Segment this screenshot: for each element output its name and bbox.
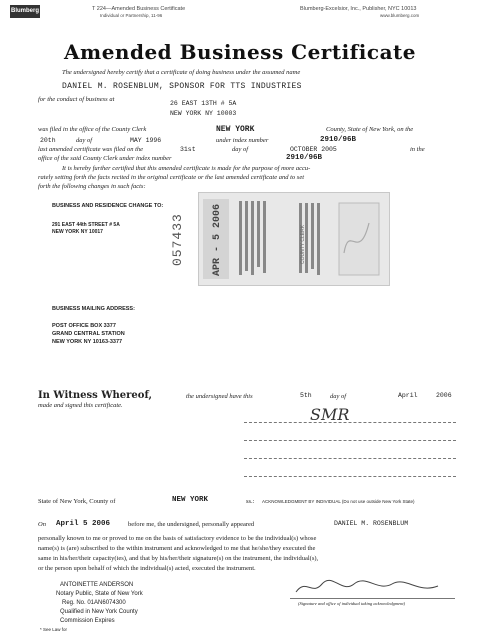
mailing-line-3: NEW YORK NY 10163-3377 <box>52 339 123 345</box>
filed-index-label: under index number <box>216 137 269 144</box>
amend-day-label: day of <box>232 146 249 153</box>
witness-made: made and signed this certificate. <box>38 402 123 409</box>
publisher: Blumberg-Excelsior, Inc., Publisher, NYC 10013 <box>300 6 417 12</box>
notary-line-3: Reg. No. 01AN6074300 <box>62 600 126 606</box>
in-the: in the <box>410 146 425 153</box>
address-line-2: NEW YORK NY 10003 <box>170 110 237 117</box>
signature-line-4 <box>244 476 456 477</box>
blumberg-logo: Blumberg <box>10 5 40 18</box>
notary-line-2: Notary Public, State of New York <box>56 591 143 597</box>
ack-ss: ss.: <box>246 498 255 505</box>
intro-text: The undersigned hereby certify that a certificate of doing business under the assumed name <box>62 69 301 76</box>
signature-line-2 <box>244 440 456 441</box>
notary-line-4: Qualified in New York County <box>60 609 138 615</box>
page-title: Amended Business Certificate <box>64 40 416 64</box>
filed-month-year: MAY 1996 <box>130 137 162 144</box>
ack-title: ACKNOWLEDGMENT BY INDIVIDUAL (Do not use outside New York State) <box>262 499 415 504</box>
ack-body-2: name(s) is (are) subscribed to the within instrument and acknowledged to me that he/she/they executed the <box>38 545 316 552</box>
signature: SMR <box>310 405 350 424</box>
notary-name: ANTOINETTE ANDERSON <box>60 582 134 588</box>
ack-before: before me, the undersigned, personally appeared <box>128 521 255 528</box>
mailing-line-1: POST OFFICE BOX 3377 <box>52 323 116 329</box>
address-line-1: 26 EAST 13TH # 5A <box>170 100 237 107</box>
stamp-date-wrap <box>212 196 232 276</box>
amend-date: OCTOBER 2005 <box>290 146 337 153</box>
witness-day-of: day of <box>330 393 347 400</box>
stamp-number: 057433 <box>170 213 185 266</box>
mailing-line-2: GRAND CENTRAL STATION <box>52 331 125 337</box>
notary-footnote: * See Law for <box>40 627 68 632</box>
stamp-text-wrap <box>300 200 312 270</box>
filed-county: NEW YORK <box>216 125 255 134</box>
ack-body-3: same in his/her/their capacity(ies), and that by his/her/their signature(s) on the instrument, the individual(s), <box>38 555 319 562</box>
mailing-heading: BUSINESS MAILING ADDRESS: <box>52 306 135 312</box>
further-text-2: rately setting forth the facts recited in the original certificate or the last amended certificate and to set <box>38 174 305 181</box>
signature-line-3 <box>244 458 456 459</box>
website: www.blumberg.com <box>380 13 420 18</box>
witness-label: In Witness Whereof, <box>38 390 153 401</box>
amend-day: 31st <box>180 146 196 153</box>
stamp-text: COUNTY CLERK <box>300 224 306 264</box>
filed-index: 2910/96B <box>320 136 357 144</box>
office-label: office of the said County Clerk under index number <box>38 155 172 162</box>
ack-person: DANIEL M. ROSENBLUM <box>334 520 409 527</box>
stamp-signature-box <box>339 203 379 275</box>
change-line-1: 291 EAST 44th STREET # 5A <box>52 222 120 228</box>
filed-day: 20th <box>40 137 56 144</box>
further-text-1: It is hereby further certified that this amended certificate is made for the purpose of more accu- <box>62 165 311 172</box>
ack-county: NEW YORK <box>172 496 209 504</box>
witness-year: 2006 <box>436 392 452 399</box>
stamp-date: APR - 5 2006 <box>212 203 223 276</box>
form-number: T 224—Amended Business Certificate <box>92 6 186 12</box>
witness-day: 5th <box>300 392 312 399</box>
filed-text-2: County, State of New York, on the <box>326 126 414 133</box>
notary-line-5: Commission Expires <box>60 618 115 624</box>
filed-text: was filed in the office of the County Clerk <box>38 126 147 133</box>
notary-signature <box>292 576 442 598</box>
stamp-number-wrap <box>168 188 192 268</box>
filed-day-label: day of <box>76 137 93 144</box>
ack-on-label: On <box>38 521 46 528</box>
ack-state-label: State of New York, County of <box>38 498 116 505</box>
witness-text: the undersigned have this <box>186 393 253 400</box>
ack-date: April 5 2006 <box>56 520 111 528</box>
ack-body-1: personally known to me or proved to me on the basis of satisfactory evidence to be the individual(s) whose <box>38 535 317 542</box>
ack-body-4: or the person upon behalf of which the individual(s) acted, executed the instrument. <box>38 565 256 572</box>
witness-month: April <box>398 392 418 399</box>
further-text-3: forth the following changes in such facts: <box>38 183 146 190</box>
change-line-2: NEW YORK NY 10017 <box>52 229 103 235</box>
assumed-name: DANIEL M. ROSENBLUM, SPONSOR FOR TTS INDUSTRIES <box>62 82 302 91</box>
form-subtitle: Individual or Partnership, 11-96 <box>100 13 163 18</box>
office-index: 2910/96B <box>286 154 323 162</box>
conduct-label: for the conduct of business at <box>38 96 115 103</box>
amend-label: last amended certificate was filed on the <box>38 146 144 153</box>
notary-sig-caption: (Signature and office of individual taking acknowledgment) <box>298 601 406 606</box>
signature-line-1 <box>244 422 456 423</box>
change-heading: BUSINESS AND RESIDENCE CHANGE TO: <box>52 203 164 209</box>
notary-sig-line <box>290 598 455 599</box>
